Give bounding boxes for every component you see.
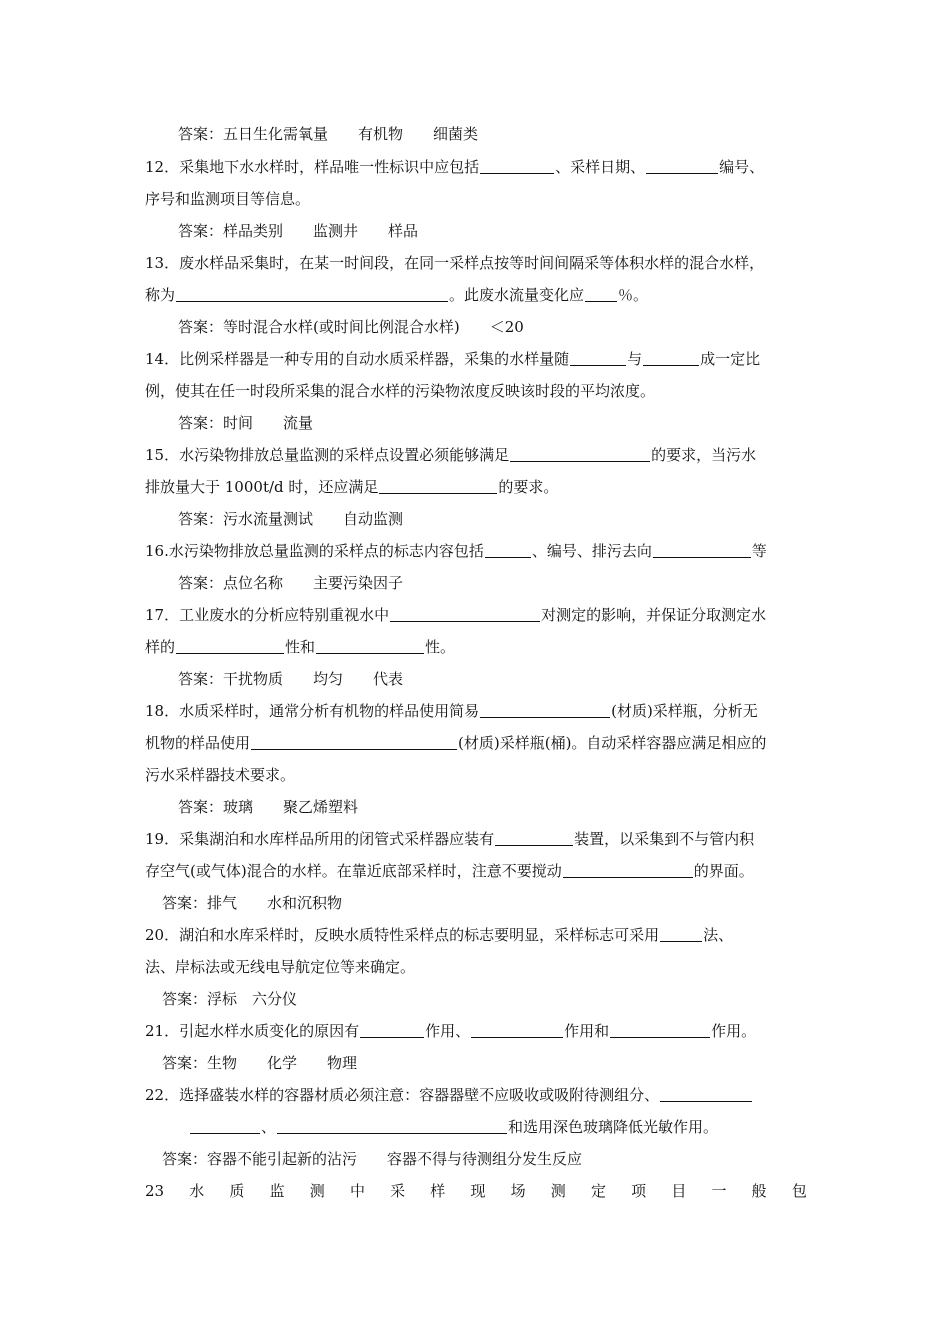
question-18-line-2: 机物的样品使用 (材质)采样瓶(桶)。自动采样容器应满足相应的 — [145, 734, 767, 752]
question-16-line-1: 16.水污染物排放总量监测的采样点的标志内容包括 、编号、排污去向 等 — [145, 542, 767, 560]
answer-19: 答案：排气 水和沉积物 — [162, 894, 343, 912]
answer-blank — [646, 159, 718, 174]
answer-blank — [176, 639, 284, 654]
answer-blank — [563, 863, 693, 878]
answer-16: 答案：点位名称 主要污染因子 — [178, 574, 404, 592]
answer-14: 答案：时间 流量 — [178, 414, 314, 432]
answer-blank — [610, 1023, 710, 1038]
answer-22: 答案：容器不能引起新的沾污 容器不得与待测组分发生反应 — [162, 1150, 583, 1168]
question-20-line-2: 法、岸标法或无线电导航定位等来确定。 — [145, 958, 416, 976]
answer-blank — [485, 543, 531, 558]
answer-blank — [176, 287, 448, 302]
question-19-line-1: 19．采集湖泊和水库样品所用的闭管式采样器应装有 装置，以采集到不与管内积 — [145, 830, 755, 848]
answer-20: 答案：浮标 六分仪 — [162, 990, 298, 1008]
answer-blank — [360, 1023, 424, 1038]
question-17-line-2: 样的 性和 性。 — [145, 638, 456, 656]
question-13-line-1: 13．废水样品采集时，在某一时间段，在同一采样点按等时间间隔采等体积水样的混合水样， — [145, 254, 765, 272]
question-22-line-2: 、 和选用深色玻璃降低光敏作用。 — [145, 1117, 807, 1137]
question-14-line-1: 14．比例采样器是一种专用的自动水质采样器，采集的水样量随 与 成一定比 — [145, 350, 761, 368]
question-13-line-2: 称为 。此废水流量变化应 ％。 — [145, 286, 649, 304]
answer-blank — [643, 351, 699, 366]
question-18-line-1: 18．水质采样时，通常分析有机物的样品使用简易 (材质)采样瓶，分析无 — [145, 702, 758, 720]
question-22-line-1: 22．选择盛装水样的容器材质必须注意：容器器壁不应吸收或吸附待测组分、 — [145, 1085, 807, 1105]
question-23-line-1: 23 水 质 监 测 中 采 样 现 场 测 定 项 目 一 般 包 — [145, 1182, 807, 1200]
question-18-line-3: 污水采样器技术要求。 — [145, 766, 296, 784]
answer-blank — [653, 543, 751, 558]
question-21-line-1: 21．引起水样水质变化的原因有 作用、 作用和 作用。 — [145, 1022, 757, 1040]
answer-blank — [471, 1023, 563, 1038]
question-15-line-1: 15．水污染物排放总量监测的采样点设置必须能够满足 的要求，当污水 — [145, 446, 757, 464]
answer-18: 答案：玻璃 聚乙烯塑料 — [178, 798, 359, 816]
answer-15: 答案：污水流量测试 自动监测 — [178, 510, 404, 528]
answer-blank — [660, 1087, 752, 1102]
answer-blank — [480, 159, 554, 174]
question-14-line-2: 例，使其在任一时段所采集的混合水样的污染物浓度反映该时段的平均浓度。 — [145, 382, 656, 400]
answer-blank — [660, 927, 702, 942]
question-12-line-1: 12．采集地下水水样时，样品唯一性标识中应包括 、采样日期、 编号、 — [145, 158, 765, 176]
answer-17: 答案：干扰物质 均匀 代表 — [178, 670, 404, 688]
question-20-line-1: 20．湖泊和水库采样时，反映水质特性采样点的标志要明显，采样标志可采用 法、 — [145, 926, 734, 944]
answer-blank — [390, 607, 540, 622]
answer-blank — [379, 479, 497, 494]
answer-blank — [316, 639, 424, 654]
answer-12: 答案：样品类别 监测井 样品 — [178, 222, 419, 240]
answer-blank — [570, 351, 626, 366]
answer-13: 答案：等时混合水样(或时间比例混合水样) ＜20 — [178, 318, 524, 336]
question-19-line-2: 存空气(或气体)混合的水样。在靠近底部采样时，注意不要搅动 的界面。 — [145, 862, 754, 880]
answer-blank — [277, 1119, 507, 1134]
answer-blank — [495, 831, 573, 846]
answer-blank — [480, 703, 610, 718]
answer-21: 答案：生物 化学 物理 — [162, 1054, 358, 1072]
answer-blank — [190, 1119, 260, 1134]
answer-blank — [510, 447, 650, 462]
question-15-line-2: 排放量大于 1000t/d 时，还应满足 的要求。 — [145, 478, 559, 496]
answer-blank — [251, 735, 457, 750]
question-17-line-1: 17．工业废水的分析应特别重视水中 对测定的影响，并保证分取测定水 — [145, 606, 767, 624]
answer-blank — [585, 287, 617, 302]
question-12-line-2: 序号和监测项目等信息。 — [145, 190, 311, 208]
answer-11: 答案：五日生化需氧量 有机物 细菌类 — [178, 125, 479, 143]
